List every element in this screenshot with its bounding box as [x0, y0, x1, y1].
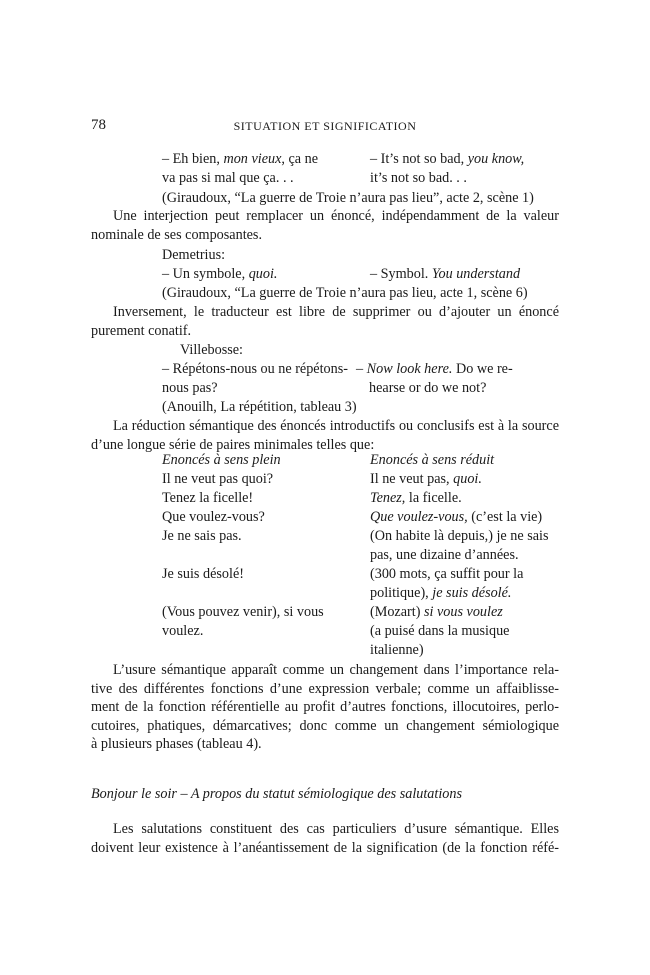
- table-row-3-left: Que voulez-vous?: [162, 509, 265, 525]
- table-row-2-left: Tenez la ficelle!: [162, 490, 254, 506]
- ex2-source: (Giraudoux, “La guerre de Troie n’aura pas lieu, acte 1, scène 6): [162, 285, 528, 301]
- paragraph-4-line-3: ment de la fonction référentielle au profit d’autres fonctions, illocutoires, perlo-: [91, 699, 559, 716]
- paragraph-1-line-2: nominale de ses composantes.: [91, 226, 262, 243]
- paragraph-2-line-2: purement conatif.: [91, 322, 192, 339]
- table-row-1-right: Il ne veut pas, quoi.: [370, 471, 482, 487]
- ex3-speaker: Villebosse:: [180, 342, 243, 358]
- table-row-6-left-line-1: (Vous pouvez venir), si vous: [162, 604, 324, 620]
- table-row-4-left: Je ne sais pas.: [162, 528, 242, 544]
- page-number: 78: [91, 117, 106, 133]
- table-header-right: Enoncés à sens réduit: [370, 452, 495, 468]
- paragraph-5-line-1: Les salutations constituent des cas particuliers d’usure sémantique. Elles: [113, 821, 559, 837]
- paragraph-4: [91, 661, 559, 754]
- table-row-6-left-line-2: voulez.: [162, 623, 204, 639]
- ex1-english-line-2: it’s not so bad. . .: [370, 170, 467, 186]
- ex3-french-line-1: – Répétons-nous ou ne répétons-: [162, 361, 348, 377]
- paragraph-4-line-1: L’usure sémantique apparaît comme un changement dans l’importance rela-: [113, 662, 559, 678]
- ex1-source: (Giraudoux, “La guerre de Troie n’aura pas lieu”, acte 2, scène 1): [162, 190, 534, 206]
- ex3-french-line-2: nous pas?: [162, 380, 218, 396]
- paragraph-4-line-2: tive des différentes fonctions d’une expression verbale; comme un affaiblisse-: [91, 680, 559, 697]
- paragraph-4-line-5: à plusieurs phases (tableau 4).: [91, 736, 262, 753]
- ex2-english: – Symbol. You understand: [370, 266, 521, 282]
- paragraph-2: [91, 303, 559, 340]
- table-row-2-right: Tenez, la ficelle.: [370, 490, 462, 506]
- table-row-6-right-line-2: (a puisé dans la musique: [370, 623, 510, 639]
- table-row-6-right-line-1: (Mozart) si vous voulez: [370, 604, 503, 620]
- paragraph-3: [91, 417, 559, 454]
- ex1-french-line-2: va pas si mal que ça. . .: [162, 170, 294, 186]
- table-header-left: Enoncés à sens plein: [162, 452, 281, 468]
- ex3-english-line-2: hearse or do we not?: [369, 380, 487, 396]
- table-row-1-left: Il ne veut pas quoi?: [162, 471, 274, 487]
- ex1-english-line-1: – It’s not so bad, you know,: [370, 151, 525, 167]
- paragraph-3-line-2: d’une longue série de paires minimales telles que:: [91, 436, 375, 453]
- paragraph-2-line-1: Inversement, le traducteur est libre de supprimer ou d’ajouter un énoncé: [113, 304, 559, 320]
- ex2-french: – Un symbole, quoi.: [162, 266, 278, 282]
- table-row-6-right-line-3: italienne): [370, 642, 424, 658]
- section-heading: Bonjour le soir – A propos du statut sémiologique des salutations: [91, 786, 462, 802]
- ex3-english-line-1: – Now look here. Do we re-: [356, 361, 513, 377]
- paragraph-3-line-1: La réduction sémantique des énoncés introductifs ou conclusifs est à la source: [113, 418, 559, 434]
- paragraph-1: [91, 207, 559, 244]
- table-row-3-right: Que voulez-vous, (c’est la vie): [370, 509, 543, 525]
- paragraph-4-line-4: cutoires, phatiques, démarcatives; donc comme un changement sémiologique: [91, 717, 559, 734]
- ex3-source: (Anouilh, La répétition, tableau 3): [162, 399, 357, 415]
- ex1-french-line-1: – Eh bien, mon vieux, ça ne: [162, 151, 319, 167]
- table-row-4-right-line-1: (On habite là depuis,) je ne sais: [370, 528, 549, 544]
- running-title: SITUATION ET SIGNIFICATION: [233, 119, 417, 133]
- table-row-5-right-line-1: (300 mots, ça suffit pour la: [370, 566, 524, 582]
- table-row-4-right-line-2: pas, une dizaine d’années.: [370, 547, 519, 563]
- table-row-5-left: Je suis désolé!: [162, 566, 244, 582]
- table-row-5-right-line-2: politique), je suis désolé.: [370, 585, 512, 601]
- paragraph-5: [91, 820, 559, 857]
- paragraph-5-line-2: doivent leur existence à l’anéantissement de la signification (de la fonction réfé-: [91, 839, 559, 856]
- paragraph-1-line-1: Une interjection peut remplacer un énoncé, indépendamment de la valeur: [113, 208, 559, 224]
- ex2-speaker: Demetrius:: [162, 247, 226, 263]
